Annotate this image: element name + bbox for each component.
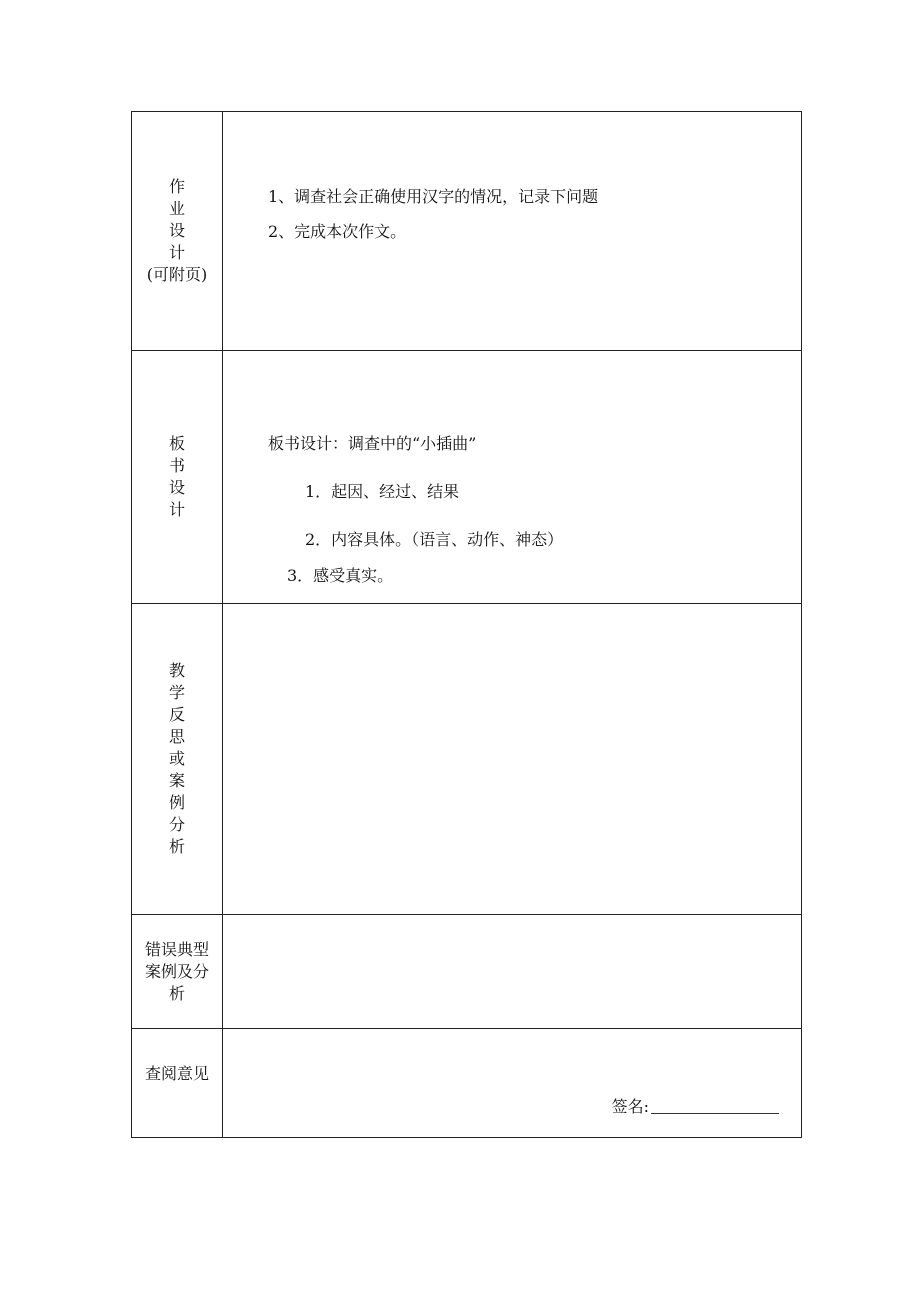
homework-item-2: 2、完成本次作文。 [268,222,407,241]
signature-label: 签名: [611,1097,649,1116]
reflection-content-cell [223,604,802,915]
board-label: 板 书 设 计 [168,434,185,519]
homework-content-cell [223,112,802,351]
review-label: 查阅意见 [144,1064,209,1083]
board-title: 板书设计：调查中的“小插曲” [268,434,477,453]
errors-label: 错误典型 案例及分 析 [144,939,209,1003]
board-row [132,351,802,604]
board-item-3: 3．感受真实。 [287,566,394,585]
errors-label-cell [132,915,223,1029]
reflection-label-cell [132,604,223,915]
homework-label: 作 业 设 计 (可附页) [146,177,208,284]
lesson-plan-table [131,111,802,1138]
signature-area [612,1094,779,1117]
errors-content-cell [223,915,802,1029]
board-label-cell [132,351,223,604]
signature-line[interactable] [651,1097,779,1114]
homework-item-1: 1、调查社会正确使用汉字的情况，记录下问题 [268,187,599,206]
errors-row [132,915,802,1029]
board-item-1: 1．起因、经过、结果 [305,482,460,501]
homework-label-cell [132,112,223,351]
board-content-cell [223,351,802,604]
review-label-cell [132,1029,223,1138]
board-item-2: 2．内容具体。（语言、动作、神态） [305,530,564,549]
review-content-cell [223,1029,802,1138]
reflection-label: 教 学 反 思 或 案 例 分 析 [168,661,185,856]
reflection-row [132,604,802,915]
homework-row [132,112,802,351]
review-row [132,1029,802,1138]
